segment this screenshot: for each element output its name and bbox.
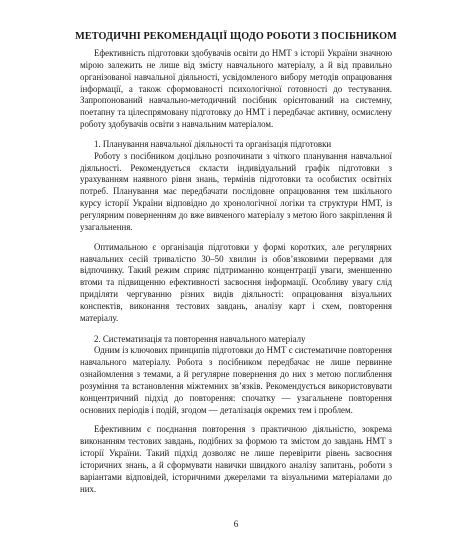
paragraph-sessions: Оптимальною є організація підготовки у формі коротких, але регулярних навчальних сесій тривалістю 30–50 хвилин із обов’язковими перервами для відпочинку. Такий режим сприяє підтриманню концентрації уваги, зменшенню втоми та підвищенню ефективності засвоєння інформації. Особливу увагу слід приділяти чергуванню різних видів діяльності: опрацювання візуальних конспектів, виконання тестових завдань, аналізу карт і схем, повторення матеріалу. bbox=[80, 241, 392, 323]
document-body bbox=[80, 48, 392, 504]
page-number: 6 bbox=[233, 519, 239, 529]
page-title: МЕТОДИЧНІ РЕКОМЕНДАЦІЇ ЩОДО РОБОТИ З ПОСІБНИКОМ bbox=[75, 31, 397, 42]
section-heading-repetition: 2. Систематизація та повторення навчального матеріалу bbox=[94, 333, 306, 344]
paragraph-planning: Роботу з посібником доцільно розпочинати з чіткого планування навчальної діяльності. Рекомендується скласти індивідуальний графік підготовки з урахуванням наявного рівня знань, термінів підготовки та особистих освітніх потреб. Планування має передбачати послідовне опрацювання тем шкільного курсу історії України відповідно до хронологічної логіки та структури НМТ, із регулярним поверненням до вже вивченого матеріалу з метою його закріплення й узагальнення. bbox=[80, 150, 392, 232]
paragraph-practice: Ефективним є поєднання повторення з практичною діяльністю, зокрема виконанням тестових завдань, подібних за формою та змістом до завдань НМТ з історії України. Такий підхід дозволяє не лише перевірити рівень засвоєння історичних знань, а й сформувати навички швидкого аналізу запитань, роботи з варіантами відповідей, історичними джерелами та візуальними матеріалами до них. bbox=[80, 424, 392, 494]
section-heading-planning: 1. Планування навчальної діяльності та організація підготовки bbox=[94, 138, 332, 149]
paragraph-repetition: Одним із ключових принципів підготовки до НМТ є систематичне повторення навчального матеріалу. Робота з посібником передбачає не лише первинне ознайомлення з темами, а й регулярне повернення до них з метою поглиблення розуміння та встановлення міжтемних зв’язків. Рекомендується використовувати концентричний підхід до повторення: спочатку — узагальнене повторення основних періодів і подій, згодом — деталізація окремих тем і проблем. bbox=[80, 345, 392, 415]
paragraph-intro: Ефективність підготовки здобувачів освіти до НМТ з історії України значною мірою залежить не лише від змісту навчального матеріалу, а й від правильно організованої навчальної діяльності, усвідомленого вибору методів опрацювання інформації, а також сформованості психологічної готовності до тестування. Запропонований навчально-методичний посібник орієнтований на системну, поетапну та цілеспрямовану підготовку до НМТ і передбачає активну, осмислену роботу здобувачів освіти з навчальним матеріалом. bbox=[80, 48, 392, 130]
